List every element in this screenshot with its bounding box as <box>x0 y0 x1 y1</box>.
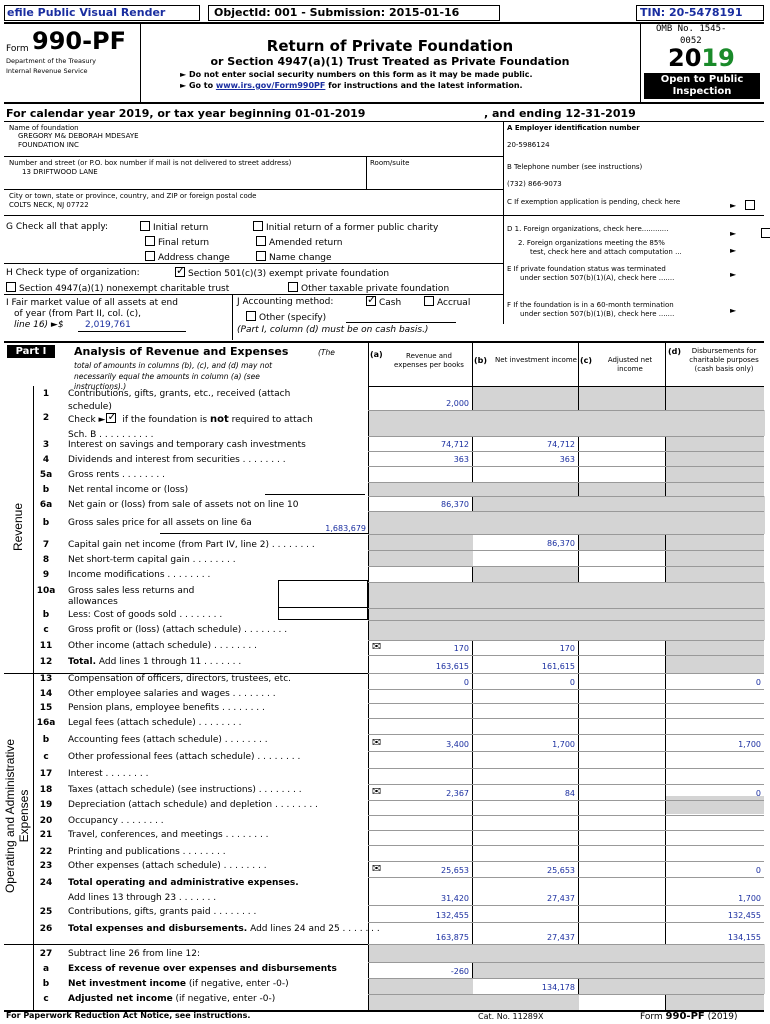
line-label: Occupancy . . . . . . . . <box>68 816 164 826</box>
checkbox[interactable] <box>140 221 150 231</box>
side-expenses: Operating and Administrative Expenses <box>3 738 31 894</box>
calendar-ending: , and ending 12-31-2019 <box>484 107 636 120</box>
omb-number-2: 0052 <box>680 36 702 46</box>
col-b-value: 84 <box>564 789 575 798</box>
line-label: Pension plans, employee benefits . . . . . . . . <box>68 703 265 713</box>
arrow-icon: ► <box>730 201 737 210</box>
row-divider <box>368 566 764 567</box>
j-cash[interactable]: ✓ Cash <box>366 296 401 308</box>
form-label: Form <box>6 44 29 54</box>
line-label: Net investment income (if negative, enter -0-) <box>68 979 289 989</box>
col-a-value: 2,000 <box>446 399 469 408</box>
col-a-value: -260 <box>450 967 469 976</box>
line-label: Taxes (attach schedule) (see instructions) . . . . . . . . <box>68 785 302 795</box>
row-divider <box>368 410 764 411</box>
col-b-value: 27,437 <box>547 894 575 903</box>
e-label-2: under section 507(b)(1)(A), check here ....... <box>520 274 675 282</box>
row-divider <box>368 718 764 719</box>
row-divider <box>368 877 764 878</box>
line-number: b <box>42 735 50 745</box>
line-label: Legal fees (attach schedule) . . . . . . . . <box>68 718 242 728</box>
line-number: 25 <box>39 907 53 917</box>
col-a-value: 2,367 <box>446 789 469 798</box>
org-name-2: FOUNDATION INC <box>18 141 79 149</box>
j-note: (Part I, column (d) must be on cash basis.) <box>237 325 429 335</box>
row-divider <box>368 830 764 831</box>
checkbox[interactable] <box>256 236 266 246</box>
col-b-value: 363 <box>559 455 575 464</box>
ssn-note: ► Do not enter social security numbers on this form as it may be made public. <box>180 70 533 79</box>
footer-left: For Paperwork Reduction Act Notice, see instructions. <box>6 1011 251 1020</box>
line-label: Gross profit or (loss) (attach schedule) . . . . . . . . <box>68 625 288 635</box>
line-label: Less: Cost of goods sold . . . . . . . . <box>68 610 223 620</box>
part1-title: Analysis of Revenue and Expenses <box>74 345 289 358</box>
part1-desc-1: total of amounts in columns (b), (c), and (d) may not <box>74 361 273 370</box>
street-label: Number and street (or P.O. box number if mail is not delivered to street address) <box>9 159 292 167</box>
row-divider <box>368 620 764 621</box>
inline-underline <box>160 533 368 534</box>
checkbox[interactable] <box>288 282 298 292</box>
line-label-cont: Sch. B . . . . . . . . . . <box>68 430 154 440</box>
row-divider <box>368 800 764 801</box>
line-label: Net short-term capital gain . . . . . . . . <box>68 555 236 565</box>
col-d-value: 1,700 <box>738 894 761 903</box>
col-c-header: Adjusted net income <box>607 356 653 373</box>
exemption-pending-checkbox[interactable] <box>745 200 755 210</box>
line-number: 14 <box>39 689 53 699</box>
row-divider <box>368 582 764 583</box>
line-label: Gross sales less returns and <box>68 586 195 596</box>
line-number: 10a <box>36 586 56 596</box>
row-divider <box>368 703 764 704</box>
open-to-public-badge: Open to Public Inspection <box>644 73 760 99</box>
line-number: b <box>42 979 50 989</box>
row-divider <box>368 922 764 923</box>
banner-left: efile Public Visual Render <box>7 6 166 19</box>
row-divider <box>368 994 764 995</box>
line-label: Interest on savings and temporary cash investments <box>68 440 306 450</box>
col-b-value: 27,437 <box>547 933 575 942</box>
line-label: Gross sales price for all assets on line 6a <box>68 518 252 528</box>
col-a-value: 86,370 <box>441 500 469 509</box>
row-divider <box>368 511 764 512</box>
line-label: Total expenses and disbursements. Add lines 24 and 25 . . . . . . . <box>68 924 380 934</box>
part1-desc-2: necessarily equal the amounts in column (a) (see <box>74 372 260 381</box>
checkbox-checked[interactable] <box>366 296 376 306</box>
line-label: Capital gain net income (from Part IV, line 2) . . . . . . . . <box>68 540 315 550</box>
checkbox-checked[interactable] <box>106 413 116 423</box>
row-divider <box>368 751 764 752</box>
line-number: 21 <box>39 830 53 840</box>
g-initial-return-former[interactable]: Initial return of a former public charity <box>253 221 438 233</box>
line-label: Contributions, gifts, grants paid . . . . . . . . <box>68 907 257 917</box>
col-d-value: 0 <box>755 866 761 875</box>
col-a-value: 3,400 <box>446 740 469 749</box>
blank-line <box>265 494 365 495</box>
line-label: Check ►✓ if the foundation is not required to attach <box>68 413 313 425</box>
col-a-value: 25,653 <box>441 866 469 875</box>
row-divider <box>368 845 764 846</box>
row-divider <box>368 944 764 945</box>
banner-mid: ObjectId: 001 - Submission: 2015-01-16 <box>214 6 460 19</box>
row-divider <box>368 905 764 906</box>
col-d-value: 132,455 <box>727 911 761 920</box>
i-label-2: of year (from Part II, col. (c), <box>14 309 141 319</box>
arrow-icon: ► <box>730 306 737 315</box>
line-number: 27 <box>39 949 53 959</box>
line-number: b <box>42 485 50 495</box>
line-label-cont: allowances <box>68 597 118 607</box>
f-label-1: F If the foundation is in a 60-month termination <box>507 301 674 309</box>
i-value: 2,019,761 <box>85 320 131 330</box>
j-label: J Accounting method: <box>237 297 334 307</box>
line-label: Income modifications . . . . . . . . <box>68 570 211 580</box>
d1-label: D 1. Foreign organizations, check here............ <box>507 225 669 233</box>
line-label: Other professional fees (attach schedule) . . . . . . . . <box>68 752 301 762</box>
e-label-1: E If private foundation status was terminated <box>507 265 666 273</box>
footer-form: Form 990-PF (2019) <box>640 1011 738 1022</box>
g-name-change[interactable]: Name change <box>256 251 332 263</box>
line-number: 22 <box>39 847 53 857</box>
col-b-value: 161,615 <box>541 662 575 671</box>
line-number: 8 <box>42 555 50 565</box>
arrow-icon: ► <box>730 270 737 279</box>
part1-tag: Part I <box>7 345 55 358</box>
g-amended-return[interactable]: Amended return <box>256 236 343 248</box>
col-b-value: 1,700 <box>552 740 575 749</box>
line-number: 4 <box>42 455 50 465</box>
banner-tin: TIN: 20-5478191 <box>640 6 743 19</box>
city-value: COLTS NECK, NJ 07722 <box>9 201 89 209</box>
line-label: Interest . . . . . . . . <box>68 769 149 779</box>
line-label-cont: Add lines 13 through 23 . . . . . . . <box>68 893 217 903</box>
col-d-value: 0 <box>755 789 761 798</box>
col-d-tag: (d) <box>668 347 682 356</box>
checkbox[interactable] <box>145 251 155 261</box>
row-divider <box>368 608 764 609</box>
i-label-3: line 16) ►$ <box>14 320 64 330</box>
attachment-icon[interactable]: ✉ <box>372 785 382 798</box>
attachment-icon[interactable]: ✉ <box>372 862 382 875</box>
line-label: Other employee salaries and wages . . . . . . . . <box>68 689 276 699</box>
part1-title-note: (The <box>318 348 335 357</box>
line-number: 23 <box>39 861 53 871</box>
checkbox[interactable] <box>6 282 16 292</box>
g-label: G Check all that apply: <box>6 222 109 232</box>
line-number: 6a <box>39 500 53 510</box>
line-number: 18 <box>39 785 53 795</box>
line-number: 17 <box>39 769 53 779</box>
dept-irs: Internal Revenue Service <box>6 67 88 75</box>
col-b-value: 134,178 <box>541 983 575 992</box>
col-b-tag: (b) <box>474 356 488 365</box>
side-revenue: Revenue <box>11 502 25 552</box>
line-label: Subtract line 26 from line 12: <box>68 949 201 959</box>
col-d-value: 0 <box>755 678 761 687</box>
line-number: 11 <box>39 641 53 651</box>
line-number: 2 <box>42 413 50 423</box>
col-d-header: Disbursements for charitable purposes (cash basis only) <box>689 347 759 373</box>
line-label: Other income (attach schedule) . . . . . . . . <box>68 641 257 651</box>
line-number: 19 <box>39 800 53 810</box>
col-a-value: 363 <box>453 455 469 464</box>
row-divider <box>368 784 764 785</box>
form-title: Return of Private Foundation <box>266 37 514 55</box>
row-divider <box>368 451 764 452</box>
row-divider <box>368 550 764 551</box>
col-a-value: 163,615 <box>435 662 469 671</box>
line-label: Travel, conferences, and meetings . . . . . . . . <box>68 830 269 840</box>
col-b-header: Net investment income <box>495 356 577 364</box>
irs-link[interactable]: www.irs.gov/Form990PF <box>215 81 326 90</box>
line-label: Excess of revenue over expenses and disbursements <box>68 964 337 974</box>
h-label: H Check type of organization: <box>6 268 140 278</box>
line-number: 20 <box>39 816 53 826</box>
row-divider <box>368 673 764 674</box>
row-divider <box>368 978 764 979</box>
col-a-value: 74,712 <box>441 440 469 449</box>
room-label: Room/suite <box>370 159 410 167</box>
line-number: c <box>43 625 49 635</box>
street-value: 13 DRIFTWOOD LANE <box>22 168 98 176</box>
attachment-icon[interactable]: ✉ <box>372 736 382 749</box>
line-number: b <box>42 610 50 620</box>
line-number: 24 <box>39 878 53 888</box>
calendar-year: For calendar year 2019, or tax year beginning 01-01-2019 <box>6 107 366 120</box>
org-name-1: GREGORY M& DEBORAH MDESAYE <box>18 132 139 140</box>
line-number: 3 <box>42 440 50 450</box>
footer-cat: Cat. No. 11289X <box>478 1012 544 1021</box>
checkbox[interactable] <box>145 236 155 246</box>
line-label-cont: schedule) <box>68 402 112 412</box>
line-number: 9 <box>42 570 50 580</box>
row-divider <box>368 815 764 816</box>
row-divider <box>368 496 764 497</box>
line-number: 1 <box>42 389 50 399</box>
part1-desc-3: instructions).) <box>74 382 127 391</box>
col-b-value: 25,653 <box>547 866 575 875</box>
line-number: 26 <box>39 924 53 934</box>
line-label: Other expenses (attach schedule) . . . . . . . . <box>68 861 267 871</box>
arrow-icon: ► <box>730 229 737 238</box>
d2-label-a: 2. Foreign organizations meeting the 85% <box>518 239 665 247</box>
col-b-value: 170 <box>559 644 575 653</box>
banner <box>4 5 764 21</box>
line-label: Total operating and administrative expenses. <box>68 878 299 888</box>
g-address-change[interactable]: Address change <box>145 251 230 263</box>
row-divider <box>368 655 764 656</box>
g-final-return[interactable]: Final return <box>145 236 209 248</box>
ein-value: 20-5986124 <box>507 141 550 149</box>
line-number: b <box>42 518 50 528</box>
line-label: Adjusted net income (if negative, enter -0-) <box>68 994 276 1004</box>
j-other[interactable]: Other (specify) <box>246 311 326 323</box>
col-a-value: 31,420 <box>441 894 469 903</box>
line-label: Contributions, gifts, grants, etc., received (attach <box>68 389 291 399</box>
attachment-icon[interactable]: ✉ <box>372 640 382 653</box>
phone-value: (732) 866-9073 <box>507 180 562 188</box>
name-label: Name of foundation <box>9 124 79 132</box>
checkbox[interactable] <box>253 221 263 231</box>
col-c-tag: (c) <box>580 356 593 365</box>
line-label: Compensation of officers, directors, trustees, etc. <box>68 674 292 684</box>
phone-label: B Telephone number (see instructions) <box>507 163 643 171</box>
row-divider <box>368 640 764 641</box>
h-4947[interactable]: Section 4947(a)(1) nonexempt charitable trust <box>6 282 229 294</box>
line-number: c <box>43 994 49 1004</box>
tax-year: 2019 <box>668 44 735 72</box>
line-number: c <box>43 752 49 762</box>
col-a-header: Revenue and expenses per books <box>394 352 464 369</box>
f-label-2: under section 507(b)(1)(B), check here ....... <box>520 310 675 318</box>
line-label: Depreciation (attach schedule) and depletion . . . . . . . . <box>68 800 318 810</box>
row-divider <box>368 436 764 437</box>
line-number: 12 <box>39 657 53 667</box>
checkbox[interactable] <box>246 311 256 321</box>
line-label: Net gain or (loss) from sale of assets not on line 10 <box>68 500 299 510</box>
col-b-value: 74,712 <box>547 440 575 449</box>
row-divider <box>368 534 764 535</box>
line-number: a <box>42 964 50 974</box>
col-a-value: 132,455 <box>435 911 469 920</box>
row-divider <box>368 466 764 467</box>
col-a-value: 163,875 <box>435 933 469 942</box>
inline-value: 1,683,679 <box>325 524 366 533</box>
row-divider <box>368 861 764 862</box>
h-other-taxable[interactable]: Other taxable private foundation <box>288 282 449 294</box>
col-a-value: 0 <box>463 678 469 687</box>
checkbox-checked[interactable] <box>175 267 185 277</box>
col-b-value: 86,370 <box>547 539 575 548</box>
checkbox[interactable] <box>424 296 434 306</box>
exemption-pending-label: C If exemption application is pending, check here <box>507 198 681 206</box>
line-number: 15 <box>39 703 53 713</box>
line-label: Gross rents . . . . . . . . <box>68 470 165 480</box>
form-number: 990-PF <box>32 27 127 55</box>
col-a-value: 170 <box>453 644 469 653</box>
checkbox[interactable] <box>256 251 266 261</box>
line-label: Dividends and interest from securities . . . . . . . . <box>68 455 286 465</box>
row-divider <box>368 768 764 769</box>
line-label: Total. Add lines 1 through 11 . . . . . . . <box>68 657 242 667</box>
d2-label-b: test, check here and attach computation ... <box>530 248 682 256</box>
form-subtitle: or Section 4947(a)(1) Trust Treated as Private Foundation <box>210 55 570 68</box>
h-501c3[interactable]: ✓ Section 501(c)(3) exempt private foundation <box>175 267 389 279</box>
city-label: City or town, state or province, country, and ZIP or foreign postal code <box>9 192 257 200</box>
row-divider <box>368 962 764 963</box>
line-label: Printing and publications . . . . . . . . <box>68 847 226 857</box>
dept-treasury: Department of the Treasury <box>6 57 97 65</box>
line-number: 5a <box>39 470 53 480</box>
line-number: 7 <box>42 540 50 550</box>
line-label: Accounting fees (attach schedule) . . . . . . . . <box>68 735 268 745</box>
line-number: 13 <box>39 674 53 684</box>
omb-number: OMB No. 1545- <box>656 24 727 34</box>
g-initial-return[interactable]: Initial return <box>140 221 208 233</box>
row-divider <box>368 482 764 483</box>
col-d-value: 134,155 <box>727 933 761 942</box>
col-d-value: 1,700 <box>738 740 761 749</box>
row-divider <box>368 734 764 735</box>
j-accrual[interactable]: Accrual <box>424 296 470 308</box>
line-label: Net rental income or (loss) <box>68 485 189 495</box>
irs-link-note: ► Go to www.irs.gov/Form990PF for instructions and the latest information. <box>180 81 523 90</box>
d1-checkbox[interactable] <box>761 228 770 238</box>
line-number: 16a <box>36 718 56 728</box>
row-divider <box>368 689 764 690</box>
arrow-icon: ► <box>730 246 737 255</box>
col-a-tag: (a) <box>370 350 383 359</box>
col-b-value: 0 <box>569 678 575 687</box>
i-label-1: I Fair market value of all assets at end <box>6 298 178 308</box>
ein-label: A Employer identification number <box>507 124 640 132</box>
